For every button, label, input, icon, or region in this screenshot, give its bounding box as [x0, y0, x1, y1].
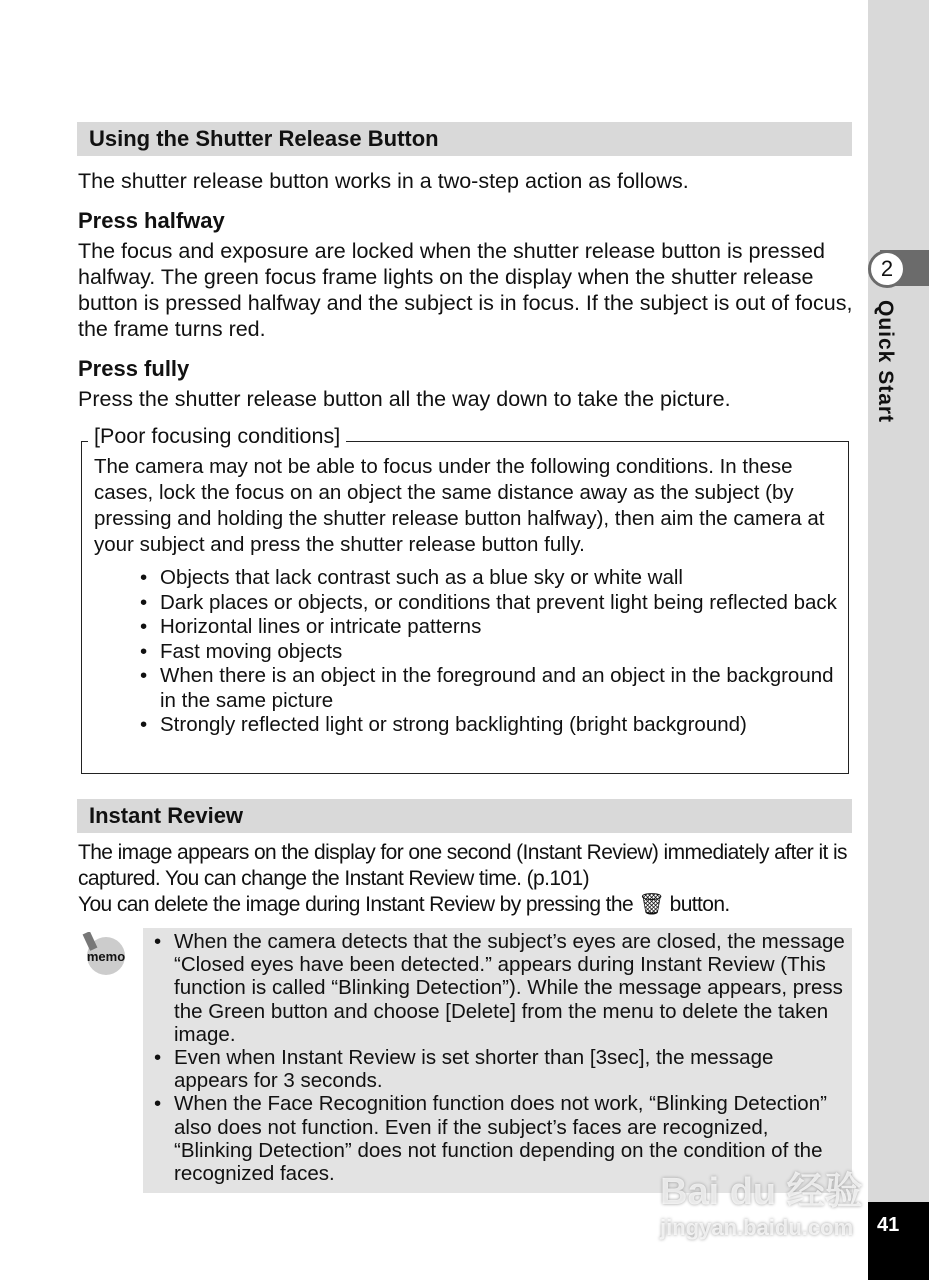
page-number: 41: [868, 1202, 929, 1280]
delete-text-end: button.: [669, 893, 730, 916]
fully-title: Press fully: [78, 356, 190, 381]
memo-icon: [82, 932, 130, 981]
list-item: • When there is an object in the foreground and an object in the background in the same picture: [138, 664, 838, 713]
conditions-list: [138, 566, 838, 738]
list-item: • Dark places or objects, or conditions that prevent light being reflected back: [138, 591, 838, 616]
box-title: [Poor focusing conditions]: [88, 424, 346, 449]
intro-text: The shutter release button works in a two-step action as follows.: [78, 169, 689, 193]
section-heading-instant-review: Instant Review: [77, 799, 852, 833]
list-item: • Even when Instant Review is set shorter than [3sec], the message appears for 3 seconds.: [152, 1046, 847, 1092]
list-item: • Horizontal lines or intricate patterns: [138, 615, 838, 640]
list-item: • When the Face Recognition function does not work, “Blinking Detection” also does not function. Even if the subject’s faces are recognized, “Blinking Detection” does not function depending on the condition of the recognized faces.: [152, 1092, 847, 1185]
watermark-url: jingyan.baidu.com: [660, 1215, 854, 1240]
box-text: The camera may not be able to focus under the following conditions. In these cases, lock the focus on an object the same distance away as the subject (by pressing and holding the shutter release button halfway), then aim the camera at your subject and press the shutter release button fully.: [94, 455, 825, 556]
delete-line: [78, 892, 868, 918]
halfway-text: The focus and exposure are locked when the shutter release button is pressed halfway. The green focus frame lights on the display when the shutter release button is pressed halfway and the subject is in focus. If the subject is out of focus, the frame turns red.: [78, 239, 853, 341]
chapter-title: Quick Start: [874, 300, 897, 424]
instant-review-para: The image appears on the display for one second (Instant Review) immediately after it is captured. You can change the Instant Review time. (p.101): [78, 841, 847, 890]
instant-review-text: [78, 840, 868, 918]
fully-text: Press the shutter release button all the way down to take the picture.: [78, 387, 731, 411]
svg-text:memo: memo: [86, 949, 126, 964]
memo-list: [152, 930, 847, 1185]
trash-icon: 🗑: [638, 893, 665, 916]
delete-text: You can delete the image during Instant Review by pressing the: [78, 893, 634, 916]
watermark-logo: Bai du 经验: [660, 1171, 863, 1213]
list-item: • When the camera detects that the subject’s eyes are closed, the message “Closed eyes have been detected.” appears during Instant Review (This function is called “Blinking Detection”). While the message appears, press the Green button and choose [Delete] from the menu to delete the taken image.: [152, 930, 847, 1046]
halfway-title: Press halfway: [78, 208, 225, 233]
list-item: • Objects that lack contrast such as a blue sky or white wall: [138, 566, 838, 591]
list-item: • Strongly reflected light or strong backlighting (bright background): [138, 713, 838, 738]
section-heading-shutter: Using the Shutter Release Button: [77, 122, 852, 156]
list-item: • Fast moving objects: [138, 640, 838, 665]
chapter-sidebar: [868, 0, 929, 1202]
watermark: [660, 1160, 863, 1241]
chapter-number: 2: [868, 250, 906, 288]
